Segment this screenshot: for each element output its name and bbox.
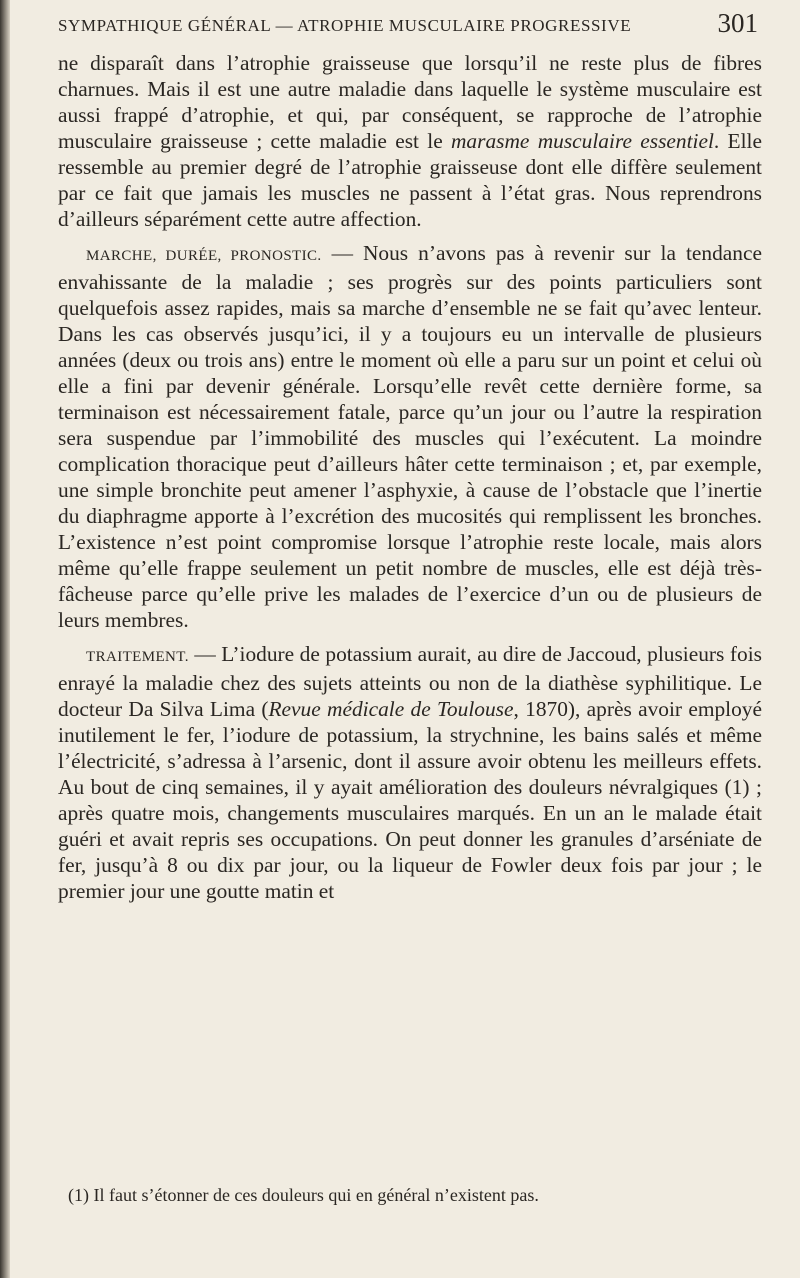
body-text xyxy=(58,50,762,904)
italic-journal-title: Revue médicale de Toulouse xyxy=(268,697,514,721)
paragraph-text: — Nous n’avons pas à revenir sur la tendance envahissante de la maladie ; ses progrès sur des points particuliers sont quelquefois assez rapides, mais sa marche d’ensemble ne se fait qu’avec lenteur. Dans les cas observés jusqu’ici, il y a toujours eu un intervalle de plusieurs années (deux ou trois ans) entre le moment où elle a paru sur un point et celui où elle a fini par devenir générale. Lorsqu’elle revêt cette dernière forme, sa terminaison est nécessairement fatale, parce qu’un jour ou l’autre la respiration sera suspendue par l’immobilité des muscles qui l’exécutent. La moindre complication thoracique peut d’ailleurs hâter cette terminaison ; et, par exemple, une simple bronchite peut amener l’asphyxie, à cause de l’obstacle que l’inertie du diaphragme apporte à l’excrétion des mucosités qui remplissent les bronches. L’existence n’est point compromise lorsque l’atrophie reste locale, mais alors même qu’elle frappe seulement un petit nombre de muscles, elle est déjà très-fâcheuse parce qu’elle prive les malades de l’exercice d’un ou de plusieurs de leurs membres. xyxy=(58,241,762,632)
running-head xyxy=(58,6,758,46)
paragraph-atrophy-comparison xyxy=(58,50,762,232)
section-heading: MARCHE, DURÉE, PRONOSTIC. xyxy=(86,248,322,264)
footnote: (1) Il faut s’étonner de ces douleurs qui en général n’existent pas. xyxy=(68,1185,539,1205)
book-binding-edge xyxy=(0,0,10,1278)
paragraph-text: — L’iodure de potassium aurait, au dire de Jaccoud, plusieurs fois enrayé la maladie chez des sujets atteints ou non de la diathèse syphilitique. Le docteur Da Silva Lima ( xyxy=(58,642,762,721)
italic-term: marasme musculaire essentiel xyxy=(450,129,714,153)
book-page xyxy=(48,0,768,1278)
paragraph-text: ne disparaît dans l’atrophie graisseuse que lorsqu’il ne reste plus de fibres charnues. Mais il est une autre maladie dans laquelle le système musculaire est aussi frappé d’atrophie, et qui, par conséquent, se rapproche de l’atrophie musculaire graisseuse ; cette maladie est le xyxy=(58,51,762,153)
paragraph-text: , 1870), après avoir employé inutilement le fer, l’iodure de potassium, la strychnine, les bains salés et même l’électricité, s’adressa à l’arsenic, dont il assure avoir obtenu les meilleurs effets. Au bout de cinq semaines, il y ayait amélioration des douleurs névralgiques (1) ; après quatre mois, changements musculaires marqués. En un an le malade était guéri et avait repris ses occupations. On peut donner les granules d’arséniate de fer, jusqu’à 8 ou dix par jour, ou la liqueur de Fowler deux fois par jour ; le premier jour une goutte matin et xyxy=(58,697,762,903)
running-title: SYMPATHIQUE GÉNÉRAL — ATROPHIE MUSCULAIRE PROGRESSIVE xyxy=(58,16,632,35)
paragraph-marche-duree-pronostic xyxy=(58,240,762,633)
paragraph-traitement xyxy=(58,641,762,904)
page-number: 301 xyxy=(717,8,758,38)
paragraph-text: . Elle ressemble au premier degré de l’atrophie graisseuse dont elle diffère seulement par ce fait que jamais les muscles ne passent à l’état gras. Nous reprendrons d’ailleurs séparément cette autre affection. xyxy=(58,129,762,231)
section-heading: TRAITEMENT. xyxy=(86,649,189,665)
